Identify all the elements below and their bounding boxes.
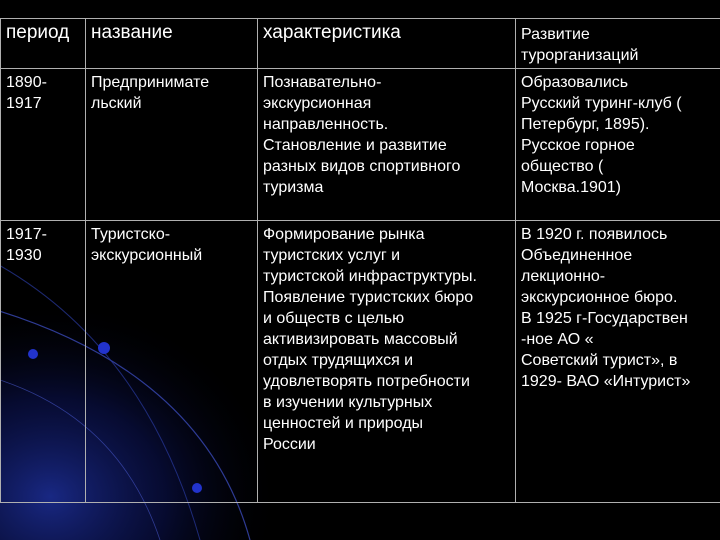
cell-characteristic: Познавательно- экскурсионная направленность. Становление и развитие разных видов спортивного туризма (258, 69, 516, 221)
header-period: период (1, 19, 86, 69)
header-development: Развитие турорганизаций (516, 19, 720, 69)
tourism-history-table (0, 18, 720, 503)
table-row (1, 221, 720, 503)
header-name: название (86, 19, 258, 69)
header-characteristic: характеристика (258, 19, 516, 69)
cell-characteristic: Формирование рынка туристских услуг и туристской инфраструктуры. Появление туристских бюро и обществ с целью активизировать массовый отдых трудящихся и удовлетворять потребности в изучении культурных ценностей и природы России (258, 221, 516, 503)
cell-name: Туристско- экскурсионный (86, 221, 258, 503)
table-header-row (1, 19, 720, 69)
cell-development: В 1920 г. появилось Объединенное лекционно- экскурсионное бюро. В 1925 г-Государствен -ное АО « Советский турист», в 1929- ВАО «Интурист» (516, 221, 720, 503)
table-row (1, 69, 720, 221)
cell-period: 1890- 1917 (1, 69, 86, 221)
cell-name: Предпринимате льский (86, 69, 258, 221)
cell-development: Образовались Русский туринг-клуб ( Петербург, 1895). Русское горное общество ( Москва.1901) (516, 69, 720, 221)
cell-period: 1917- 1930 (1, 221, 86, 503)
